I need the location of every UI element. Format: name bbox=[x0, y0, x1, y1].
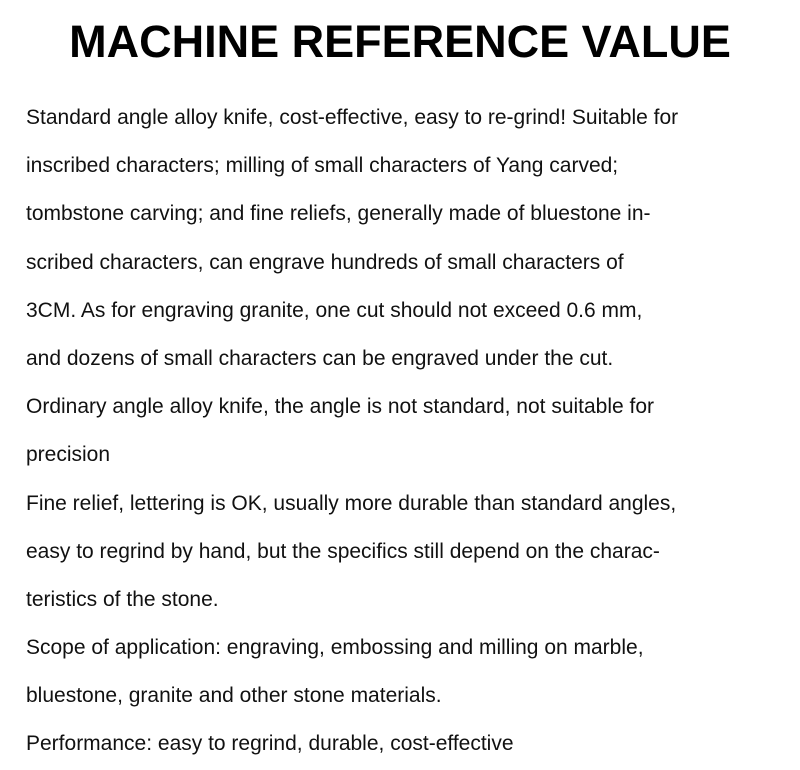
text-line: Performance: easy to regrind, durable, cost-effective bbox=[26, 732, 514, 756]
document-body bbox=[26, 94, 786, 769]
text-line: Scope of application: engraving, embossing and milling on marble, bbox=[26, 636, 644, 660]
text-line: and dozens of small characters can be engraved under the cut. bbox=[26, 346, 614, 370]
text-line: tombstone carving; and fine reliefs, generally made of bluestone in- bbox=[26, 202, 651, 226]
text-line: inscribed characters; milling of small characters of Yang carved; bbox=[26, 154, 619, 178]
text-line: precision bbox=[26, 443, 111, 467]
text-line: 3CM. As for engraving granite, one cut should not exceed 0.6 mm, bbox=[26, 298, 643, 322]
text-line: bluestone, granite and other stone materials. bbox=[26, 684, 442, 708]
text-line: Standard angle alloy knife, cost-effective, easy to re-grind! Suitable for bbox=[26, 106, 679, 129]
text-line: Fine relief, lettering is OK, usually more durable than standard angles, bbox=[26, 491, 677, 515]
text-line: teristics of the stone. bbox=[26, 587, 219, 611]
page-title: MACHINE REFERENCE VALUE bbox=[69, 16, 731, 67]
text-line: Ordinary angle alloy knife, the angle is not standard, not suitable for bbox=[26, 395, 655, 419]
text-line: easy to regrind by hand, but the specifics still depend on the charac- bbox=[26, 539, 660, 563]
text-line: scribed characters, can engrave hundreds of small characters of bbox=[26, 250, 624, 274]
